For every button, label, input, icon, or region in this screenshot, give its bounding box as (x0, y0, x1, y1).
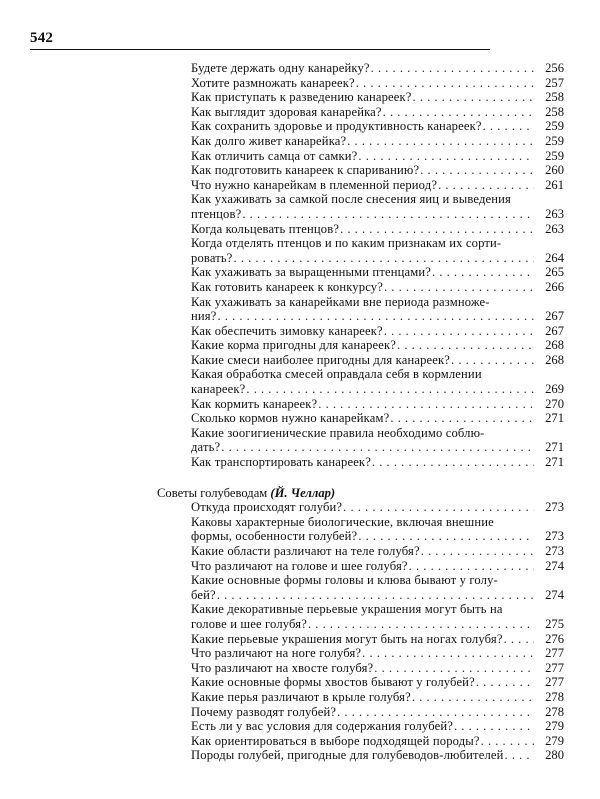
dot-leader (413, 90, 534, 105)
dot-leader (358, 149, 534, 164)
toc-entry (191, 411, 564, 426)
toc-page-number: 273 (545, 544, 564, 558)
toc-entry-line (191, 61, 564, 76)
dot-leader (390, 411, 534, 426)
toc-section-canaries (0, 61, 600, 470)
toc-entry-title: Какие смеси наиболее пригодны для канареек? (191, 352, 451, 367)
toc-entry-line (191, 440, 564, 455)
toc-entry (191, 295, 564, 324)
toc-entry-line (191, 588, 564, 603)
toc-entry-line (191, 690, 564, 705)
toc-entry-title: Что различают на ноге голубя? (191, 646, 362, 661)
toc-entry-title: Что различают на голове и шее голубя? (191, 558, 408, 573)
toc-entry (191, 61, 564, 76)
dot-leader (246, 382, 534, 397)
toc-entry-line (191, 529, 564, 544)
toc-entry (191, 119, 564, 134)
toc-entry-line (191, 353, 564, 368)
toc-entry-line (191, 149, 564, 164)
toc-page-number: 264 (545, 250, 564, 265)
toc-entry-line (191, 280, 564, 295)
toc-entry-line (191, 559, 564, 574)
toc-entry-title: Породы голубей, пригодные для голубеводов-любителей (191, 748, 504, 763)
toc-entry (191, 367, 564, 396)
toc-entry (191, 397, 564, 412)
section-gap (0, 470, 600, 486)
toc-entry-line (191, 397, 564, 412)
toc-entry (191, 632, 564, 647)
toc-page-number: 278 (545, 689, 564, 704)
dot-leader (374, 661, 534, 676)
toc-entry-line (191, 105, 564, 120)
toc-entry (191, 602, 564, 631)
toc-entry (191, 544, 564, 559)
toc-entry-line (191, 500, 564, 515)
toc-entry-title: Как готовить канареек к конкурсу? (191, 279, 383, 294)
toc-page-number: 273 (545, 529, 564, 544)
dot-leader (337, 705, 534, 720)
toc-page-number: 279 (545, 719, 564, 734)
toc-entry-line (191, 178, 564, 193)
toc-entry-title: Когда отделять птенцов и по каким признакам их сорти- (191, 236, 502, 251)
table-of-contents (0, 61, 600, 763)
toc-entry-line (191, 134, 564, 149)
dot-leader (221, 440, 534, 455)
toc-entry-title: Как ориентироваться в выборе подходящей породы? (191, 733, 480, 748)
toc-page-number: 267 (545, 309, 564, 324)
toc-entry (191, 661, 564, 676)
toc-page-number: 277 (545, 675, 564, 690)
toc-entry-title: Почему разводят голубей? (191, 704, 337, 719)
section-author: (Й. Челлар) (270, 485, 336, 500)
toc-entry-line (191, 265, 564, 280)
toc-entry-line (191, 705, 564, 720)
toc-entry-title: Как подготовить канареек к спариванию? (191, 163, 420, 178)
toc-page-number: 277 (545, 646, 564, 661)
dot-leader (340, 222, 534, 237)
dot-leader (409, 559, 534, 574)
toc-entry-title: Какие области различают на теле голубя? (191, 544, 420, 558)
toc-entry-title: бей? (191, 587, 216, 602)
toc-entry-line (191, 661, 564, 676)
toc-entry (191, 455, 564, 470)
dot-leader (318, 397, 534, 412)
toc-page-number: 277 (545, 660, 564, 675)
toc-page-number: 258 (545, 104, 564, 119)
toc-page-number: 271 (545, 455, 564, 470)
toc-entry (191, 690, 564, 705)
page-number: 542 (30, 30, 54, 46)
toc-entry-title: формы, особенности голубей? (191, 529, 358, 544)
toc-entry (191, 573, 564, 602)
toc-section-heading (157, 486, 600, 501)
toc-entry-title: Как ухаживать за выращенными птенцами? (191, 265, 431, 280)
header-rule (30, 49, 490, 50)
dot-leader (343, 500, 534, 515)
toc-entry-title: ния? (191, 309, 217, 324)
toc-entry-title: Есть ли у вас условия для содержания голубей? (191, 719, 453, 734)
toc-entry-title: Будете держать одну канарейку? (191, 61, 370, 75)
toc-entry (191, 105, 564, 120)
toc-entry (191, 705, 564, 720)
dot-leader (454, 719, 534, 734)
toc-entry-title: Как приступать к разведению канареек? (191, 90, 412, 105)
toc-page-number: 271 (545, 440, 564, 455)
dot-leader (372, 455, 534, 470)
toc-entry-line (191, 163, 564, 178)
toc-entry (191, 675, 564, 690)
toc-page-number: 276 (545, 631, 564, 646)
toc-entry (191, 192, 564, 221)
toc-entry-title: Хотите размножать канареек? (191, 75, 355, 90)
toc-entry-line (191, 544, 564, 559)
toc-page-number: 278 (545, 704, 564, 719)
toc-entry-line (191, 675, 564, 690)
toc-entry-title: Как обеспечить зимовку канареек? (191, 323, 383, 338)
dot-leader (438, 178, 534, 193)
dot-leader (384, 324, 534, 339)
toc-entry-title: голове и шее голубя? (191, 616, 307, 631)
toc-entry-line (191, 76, 564, 91)
toc-entry-title: Как сохранить здоровье и продуктивность канареек? (191, 119, 482, 134)
toc-entry-line (191, 236, 564, 251)
toc-entry-title: Сколько кормов нужно канарейкам? (191, 411, 390, 426)
toc-page-number: 259 (545, 133, 564, 148)
dot-leader (383, 105, 534, 120)
toc-entry-line (191, 192, 564, 207)
toc-entry-line (191, 455, 564, 470)
toc-entry (191, 353, 564, 368)
toc-entry-title: Как транспортировать канареек? (191, 455, 371, 470)
dot-leader (483, 119, 534, 134)
toc-page-number: 271 (545, 411, 564, 426)
dot-leader (476, 675, 534, 690)
toc-page-number: 270 (545, 396, 564, 411)
toc-page-number: 268 (545, 352, 564, 367)
toc-page-number: 274 (545, 558, 564, 573)
toc-entry (191, 280, 564, 295)
toc-entry-title: птенцов? (191, 206, 242, 221)
toc-page-number: 256 (545, 61, 564, 75)
toc-page-number: 267 (545, 323, 564, 338)
toc-entry-title: Как долго живет канарейка? (191, 133, 347, 148)
toc-entry-line (191, 602, 564, 617)
dot-leader (217, 588, 534, 603)
dot-leader (356, 76, 534, 91)
toc-entry-title: канареек? (191, 382, 246, 397)
dot-leader (412, 690, 534, 705)
toc-page-number: 257 (545, 75, 564, 90)
toc-entry-title: Как ухаживать за канарейками вне периода размноже- (191, 294, 490, 309)
dot-leader (384, 280, 534, 295)
toc-entry-title: Какая обработка смесей оправдала себя в кормлении (191, 367, 482, 382)
toc-entry (191, 559, 564, 574)
dot-leader (234, 251, 534, 266)
dot-leader (217, 309, 534, 324)
toc-entry-line (191, 90, 564, 105)
toc-entry-line (191, 324, 564, 339)
toc-entry-title: Какие корма пригодны для канареек? (191, 338, 397, 353)
toc-entry-line (191, 515, 564, 530)
toc-entry-title: Какие зоогигиенические правила необходимо соблю- (191, 425, 485, 440)
toc-entry-line (191, 207, 564, 222)
toc-entry (191, 134, 564, 149)
dot-leader (308, 617, 534, 632)
dot-leader (362, 646, 534, 661)
toc-entry-title: ровать? (191, 250, 233, 265)
toc-page-number: 274 (545, 587, 564, 602)
toc-entry (191, 646, 564, 661)
toc-entry (191, 500, 564, 515)
dot-leader (432, 265, 534, 280)
toc-entry-title: Каковы характерные биологические, включая внешние (191, 514, 494, 529)
dot-leader (347, 134, 534, 149)
dot-leader (504, 632, 534, 647)
dot-leader (481, 734, 534, 749)
dot-leader (420, 163, 534, 178)
toc-entry-title: Как отличить самца от самки? (191, 148, 358, 163)
toc-entry-title: Как кормить канареек? (191, 396, 318, 411)
toc-page-number: 269 (545, 382, 564, 397)
dot-leader (397, 338, 534, 353)
toc-page-number: 265 (545, 265, 564, 280)
toc-entry-line (191, 367, 564, 382)
dot-leader (505, 748, 534, 763)
toc-entry-title: Что различают на хвосте голубя? (191, 660, 374, 675)
dot-leader (421, 544, 534, 559)
toc-entry (191, 734, 564, 749)
toc-entry-line (191, 222, 564, 237)
toc-entry-line (191, 646, 564, 661)
toc-entry (191, 426, 564, 455)
toc-entry (191, 265, 564, 280)
toc-page-number: 279 (545, 733, 564, 748)
toc-entry-line (191, 251, 564, 266)
toc-page-number: 273 (545, 500, 564, 515)
toc-entry-line (191, 119, 564, 134)
toc-entry (191, 748, 564, 763)
toc-page-number: 260 (545, 163, 564, 178)
toc-page-number: 275 (545, 616, 564, 631)
toc-entry-line (191, 411, 564, 426)
toc-entry-title: Какие перья различают в крыле голубя? (191, 689, 411, 704)
toc-entry-line (191, 748, 564, 763)
toc-entry-line (191, 573, 564, 588)
section-title: Советы голубеводам (157, 485, 268, 500)
toc-entry-line (191, 426, 564, 441)
toc-entry (191, 719, 564, 734)
toc-entry (191, 236, 564, 265)
toc-entry-title: Как ухаживать за самкой после снесения яиц и выведения (191, 192, 511, 207)
toc-page-number: 263 (545, 221, 564, 236)
toc-entry (191, 149, 564, 164)
toc-page-number: 258 (545, 90, 564, 105)
toc-entry-title: Какие основные формы головы и клюва бывают у голу- (191, 573, 498, 588)
toc-page-number: 259 (545, 119, 564, 134)
toc-entry-title: Какие декоративные перьевые украшения могут быть на (191, 602, 503, 617)
toc-entry-title: Какие основные формы хвостов бывают у голубей? (191, 675, 475, 690)
toc-entry-line (191, 617, 564, 632)
toc-entry (191, 222, 564, 237)
toc-entry (191, 90, 564, 105)
toc-page-number: 268 (545, 338, 564, 353)
toc-entry-line (191, 719, 564, 734)
toc-entry-title: дать? (191, 440, 221, 455)
toc-entry (191, 163, 564, 178)
toc-entry-title: Что нужно канарейкам в племенной период? (191, 177, 438, 192)
toc-entry-title: Откуда происходят голуби? (191, 500, 343, 515)
toc-entry-line (191, 309, 564, 324)
toc-entry-line (191, 295, 564, 310)
toc-page-number: 259 (545, 148, 564, 163)
toc-section-pigeons (0, 500, 600, 763)
toc-entry (191, 338, 564, 353)
toc-entry-line (191, 338, 564, 353)
toc-entry-title: Какие перьевые украшения могут быть на ногах голубя? (191, 631, 503, 646)
dot-leader (242, 207, 534, 222)
toc-entry (191, 324, 564, 339)
toc-page-number: 261 (545, 177, 564, 192)
toc-entry (191, 515, 564, 544)
toc-page-number: 280 (545, 748, 564, 763)
toc-entry-line (191, 382, 564, 397)
toc-page-number: 263 (545, 206, 564, 221)
dot-leader (371, 61, 534, 76)
dot-leader (358, 529, 534, 544)
dot-leader (451, 353, 534, 368)
toc-page-number: 266 (545, 279, 564, 294)
toc-entry (191, 76, 564, 91)
toc-entry (191, 178, 564, 193)
toc-entry-title: Когда кольцевать птенцов? (191, 221, 340, 236)
toc-entry-line (191, 632, 564, 647)
toc-entry-line (191, 734, 564, 749)
toc-entry-title: Как выглядит здоровая канарейка? (191, 104, 382, 119)
